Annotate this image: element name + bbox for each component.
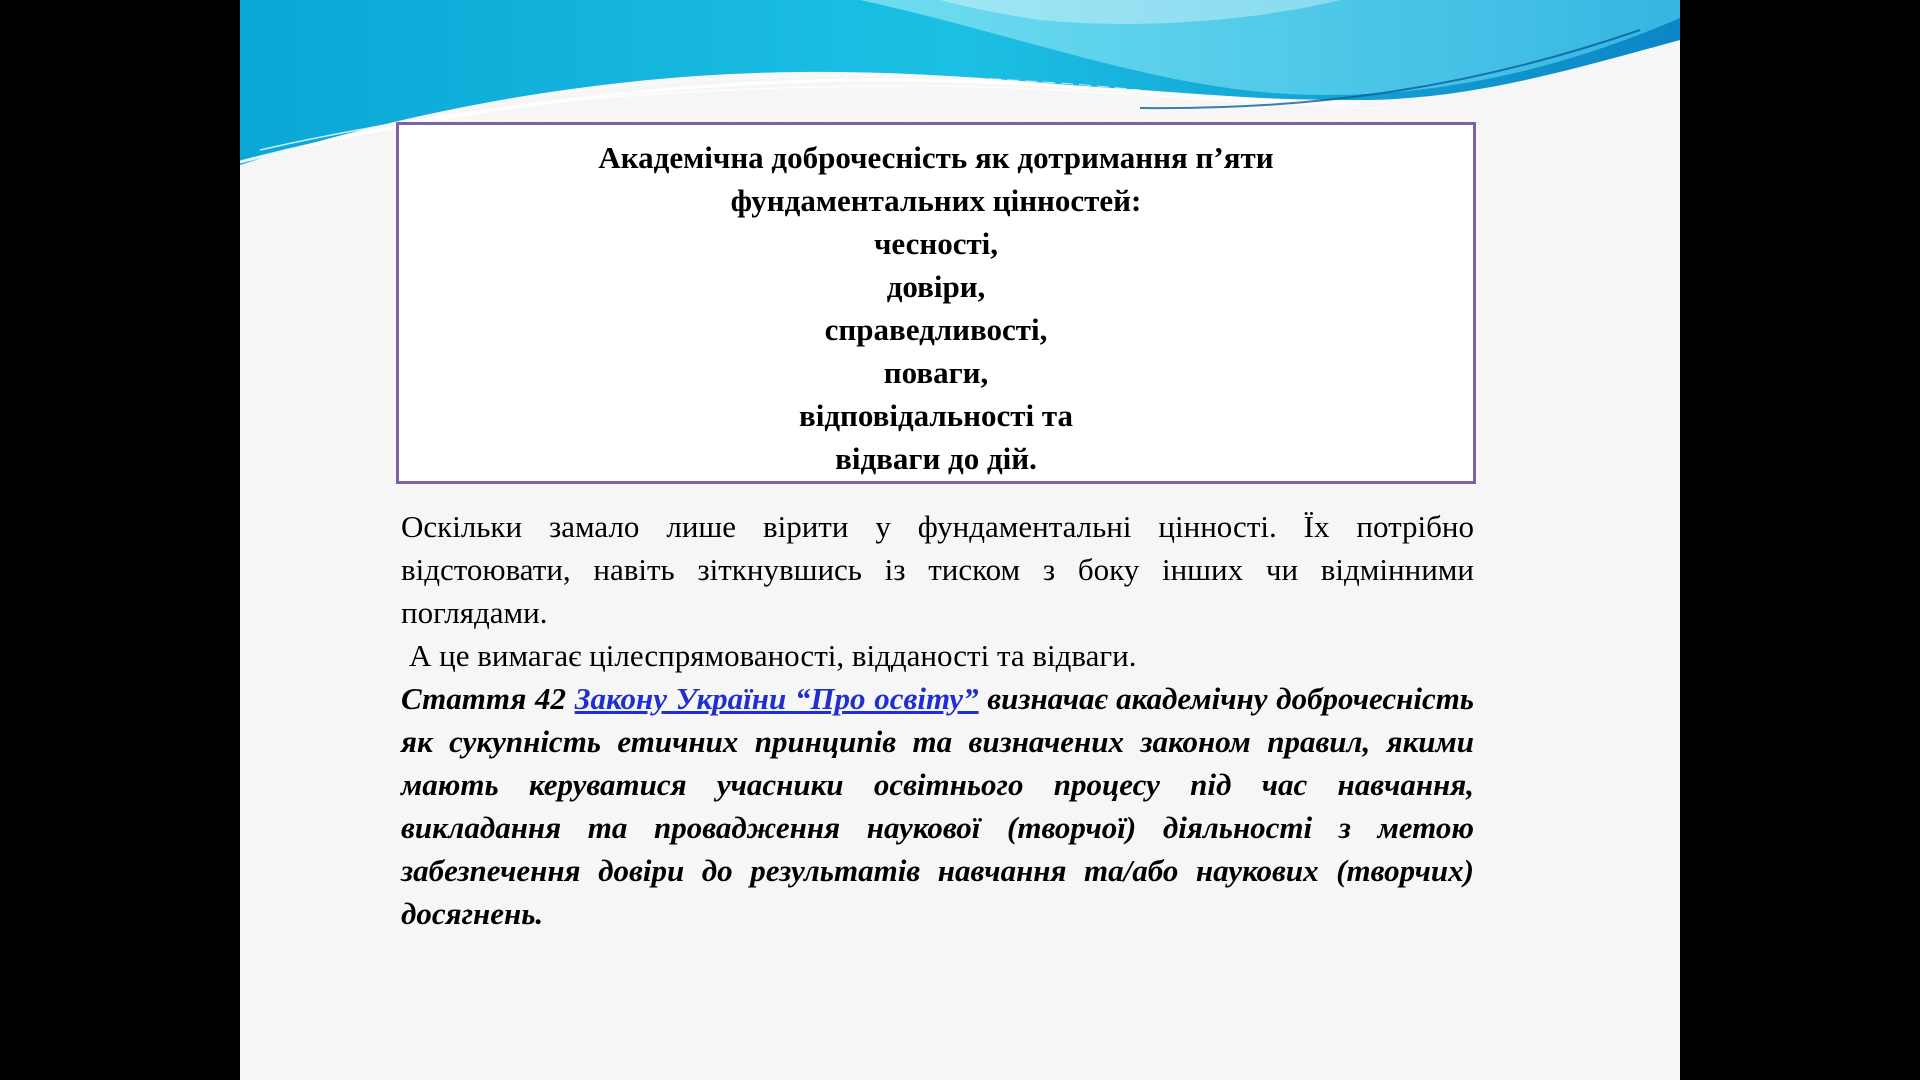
value-respect: поваги, (883, 355, 989, 390)
article-prefix: Стаття 42 (401, 681, 575, 716)
value-responsibility: відповідальності та (798, 398, 1074, 433)
values-heading-line-1: Академічна доброчесність як дотримання п’яти (598, 140, 1274, 175)
value-courage: відваги до дій. (835, 441, 1037, 476)
paragraph-requirements: А це вимагає цілеспрямованості, відданості та відваги. (409, 638, 1137, 673)
article-definition: визначає академічну доброчесність як сукупність етичних принципів та визначених законом правил, якими мають керуватися учасники освітнього процесу під час навчання, викладання та провадження наукової (творчої) діяльності з метою забезпечення довіри до результатів навчання та/або наукових (творчих) досягнень. (401, 681, 1474, 931)
values-heading-line-2: фундаментальних цінностей: (730, 183, 1142, 218)
article-42-paragraph (401, 677, 1474, 935)
body-text (401, 505, 1474, 935)
slide (240, 0, 1680, 1080)
value-fairness: справедливості, (824, 312, 1048, 347)
education-law-link[interactable]: Закону України “Про освіту” (574, 681, 979, 716)
value-honesty: чесності, (873, 226, 999, 261)
value-trust: довіри, (886, 269, 986, 304)
paragraph-defend-values: Оскільки замало лише вірити у фундаментальні цінності. Їх потрібно відстоювати, навіть зіткнувшись із тиском з боку інших чи відмінними поглядами. (401, 509, 1474, 630)
values-box (396, 122, 1476, 484)
